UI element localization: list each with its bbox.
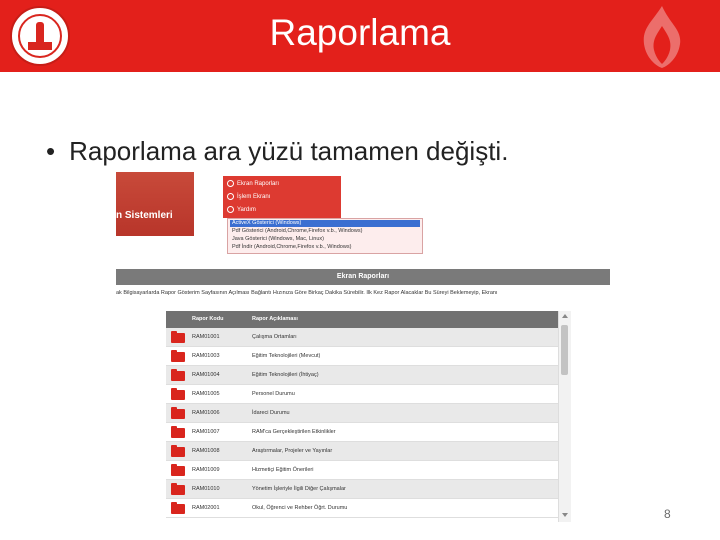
menu-item-islem-ekrani[interactable]: İşlem Ekranı	[227, 193, 270, 200]
menu-item-yardim[interactable]: Yardım	[227, 206, 256, 213]
radio-icon	[227, 180, 234, 187]
banner-title: n Sistemleri	[116, 210, 173, 221]
column-header-code: Rapor Kodu	[192, 316, 224, 322]
folder-icon	[171, 504, 185, 514]
table-header	[166, 311, 558, 328]
slide-title: Raporlama	[269, 12, 451, 53]
folder-icon	[171, 428, 185, 438]
app-banner	[116, 172, 194, 236]
folder-icon	[171, 390, 185, 400]
table-row[interactable]: RAM01003 Eğitim Teknolojileri (Mevcut)	[166, 347, 558, 366]
dropdown-option[interactable]: Pdf İndir (Android,Chrome,Firefox v.b., Windows)	[232, 244, 352, 250]
dropdown-option[interactable]: Pdf Gösterici (Android,Chrome,Firefox v.b., Windows)	[232, 228, 363, 234]
report-screenshot	[116, 172, 610, 522]
dropdown-option[interactable]: Java Gösterici (Windows, Mac, Linux)	[232, 236, 324, 242]
table-row[interactable]: RAM01001 Çalışma Ortamları	[166, 328, 558, 347]
viewer-dropdown[interactable]	[227, 218, 423, 254]
report-menu	[223, 176, 341, 218]
scroll-down-arrow-icon[interactable]	[562, 513, 568, 517]
table-row[interactable]: RAM01007 RAM'ca Gerçekleştirilen Etkinlikler	[166, 423, 558, 442]
section-title-bar: Ekran Raporları	[116, 269, 610, 285]
column-header-description: Rapor Açıklaması	[252, 316, 298, 322]
folder-icon	[171, 409, 185, 419]
bullet-point	[46, 136, 508, 167]
folder-icon	[171, 352, 185, 362]
table-row[interactable]: RAM01005 Personel Durumu	[166, 385, 558, 404]
bullet-text: Raporlama ara yüzü tamamen değişti.	[69, 136, 509, 166]
folder-icon	[171, 447, 185, 457]
table-row[interactable]: RAM01004 Eğitim Teknolojileri (İhtiyaç)	[166, 366, 558, 385]
folder-icon	[171, 466, 185, 476]
table-row[interactable]: RAM01008 Araştırmalar, Projeler ve Yayınlar	[166, 442, 558, 461]
menu-item-ekran-raporlari[interactable]: Ekran Raporları	[227, 180, 279, 187]
info-message: ak Bilgisayarlarda Rapor Gösterim Sayfasının Açılması Bağlantı Hızınıza Göre Birkaç Dakika Sürebilir. İlk Kez Rapor Alacaklar Bu Süreyi Beklemeyip, Ekranı	[116, 290, 498, 296]
report-table	[166, 311, 560, 522]
table-row[interactable]: RAM01010 Yönetim İşleriyle İlgili Diğer Çalışmalar	[166, 480, 558, 499]
folder-icon	[171, 333, 185, 343]
bullet-dot: •	[46, 136, 56, 166]
table-row[interactable]: RAM02001 Okul, Öğrenci ve Rehber Öğrt. Durumu	[166, 499, 558, 518]
dropdown-option[interactable]: ActiveX Gösterici (Windows)	[230, 220, 420, 227]
folder-icon	[171, 485, 185, 495]
scroll-up-arrow-icon[interactable]	[562, 314, 568, 318]
radio-icon	[227, 193, 234, 200]
flame-watermark-icon	[622, 4, 702, 70]
folder-icon	[171, 371, 185, 381]
table-scrollbar[interactable]	[558, 311, 571, 522]
radio-icon	[227, 206, 234, 213]
scroll-thumb[interactable]	[561, 325, 568, 375]
table-row[interactable]: RAM01009 Hizmetiçi Eğitim Önerileri	[166, 461, 558, 480]
page-number: 8	[664, 507, 671, 521]
table-row[interactable]: RAM01006 İdareci Durumu	[166, 404, 558, 423]
